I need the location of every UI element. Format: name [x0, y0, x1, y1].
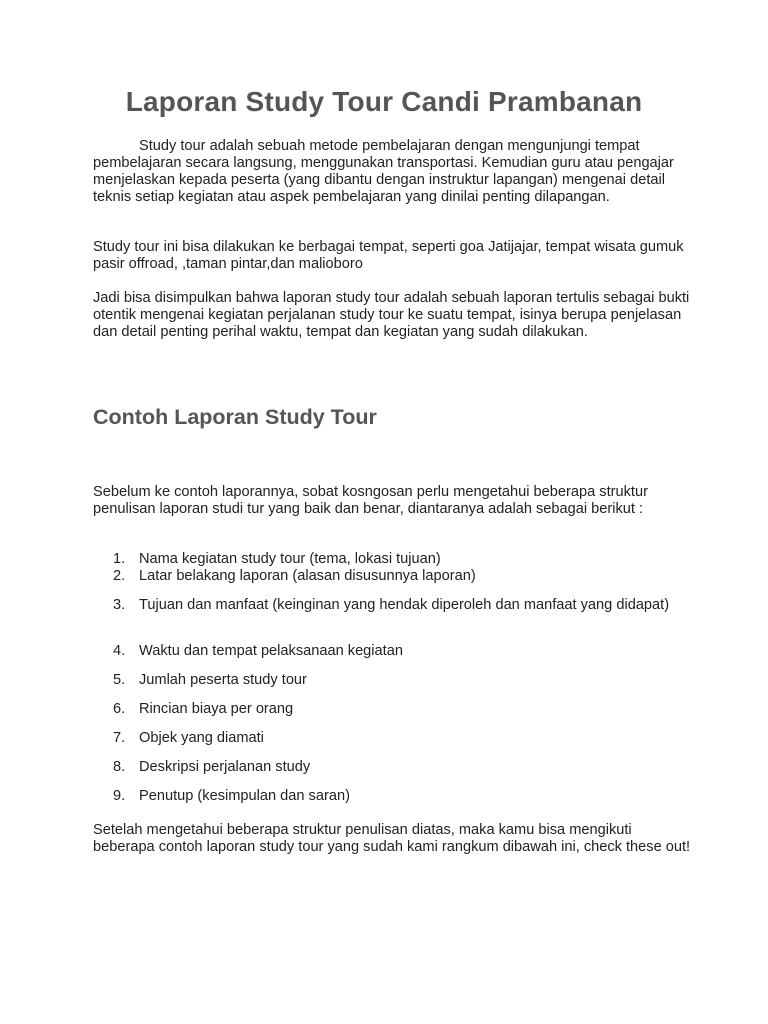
document-title: Laporan Study Tour Candi Prambanan — [125, 86, 643, 117]
list-item-text: Rincian biaya per orang — [139, 701, 294, 717]
intro-paragraph-1: Study tour adalah sebuah metode pembelajaran dengan mengunjungi tempat pembelajaran secara langsung, menggunakan transportasi. Kemudian guru atau pengajar menjelaskan kepada peserta (yang dibantu dengan instruktur lapangan) mengenai detail teknis setiap kegiatan atau aspek pembelajaran yang dinilai penting dilapangan. — [93, 138, 674, 205]
list-item — [93, 730, 693, 747]
list-item-text: Nama kegiatan study tour (tema, lokasi tujuan) — [139, 551, 441, 567]
list-item-text: Waktu dan tempat pelaksanaan kegiatan — [139, 643, 403, 659]
section-heading: Contoh Laporan Study Tour — [93, 405, 377, 429]
list-item — [93, 759, 693, 776]
list-item-number: 7. — [113, 730, 126, 746]
list-item-text: Latar belakang laporan (alasan disusunnya laporan) — [139, 568, 476, 584]
list-item-text: Objek yang diamati — [139, 730, 264, 746]
list-item-number: 1. — [113, 551, 126, 567]
closing-paragraph: Setelah mengetahui beberapa struktur penulisan diatas, maka kamu bisa mengikuti beberapa contoh laporan study tour yang sudah kami rangkum dibawah ini, check these out! — [93, 822, 691, 855]
list-item-text: Jumlah peserta study tour — [139, 672, 307, 688]
list-item-number: 3. — [113, 597, 126, 613]
list-item-number: 6. — [113, 701, 126, 717]
intro-paragraph-3: Jadi bisa disimpulkan bahwa laporan study tour adalah sebuah laporan tertulis sebagai bukti otentik mengenai kegiatan perjalanan study tour ke suatu tempat, isinya berupa penjelasan dan detail penting perihal waktu, tempat dan kegiatan yang sudah dilakukan. — [93, 290, 690, 340]
list-item — [93, 551, 693, 568]
list-item-number: 8. — [113, 759, 126, 775]
list-item — [93, 568, 693, 585]
section-intro-paragraph: Sebelum ke contoh laporannya, sobat kosngosan perlu mengetahui beberapa struktur penulisan laporan studi tur yang baik dan benar, diantaranya adalah sebagai berikut : — [93, 484, 648, 517]
list-item — [93, 597, 693, 614]
list-item — [93, 701, 693, 718]
list-item — [93, 788, 693, 805]
list-item-text: Tujuan dan manfaat (keinginan yang hendak diperoleh dan manfaat yang didapat) — [139, 597, 670, 613]
intro-paragraph-2: Study tour ini bisa dilakukan ke berbagai tempat, seperti goa Jatijajar, tempat wisata gumuk pasir offroad, ,taman pintar,dan malioboro — [93, 239, 684, 272]
list-item-number: 9. — [113, 788, 126, 804]
list-item-number: 4. — [113, 643, 126, 659]
list-item — [93, 643, 693, 660]
list-item-number: 2. — [113, 568, 126, 584]
list-item-number: 5. — [113, 672, 126, 688]
list-item-text: Deskripsi perjalanan study — [139, 759, 311, 775]
list-item — [93, 672, 693, 689]
list-item-text: Penutup (kesimpulan dan saran) — [139, 788, 350, 804]
